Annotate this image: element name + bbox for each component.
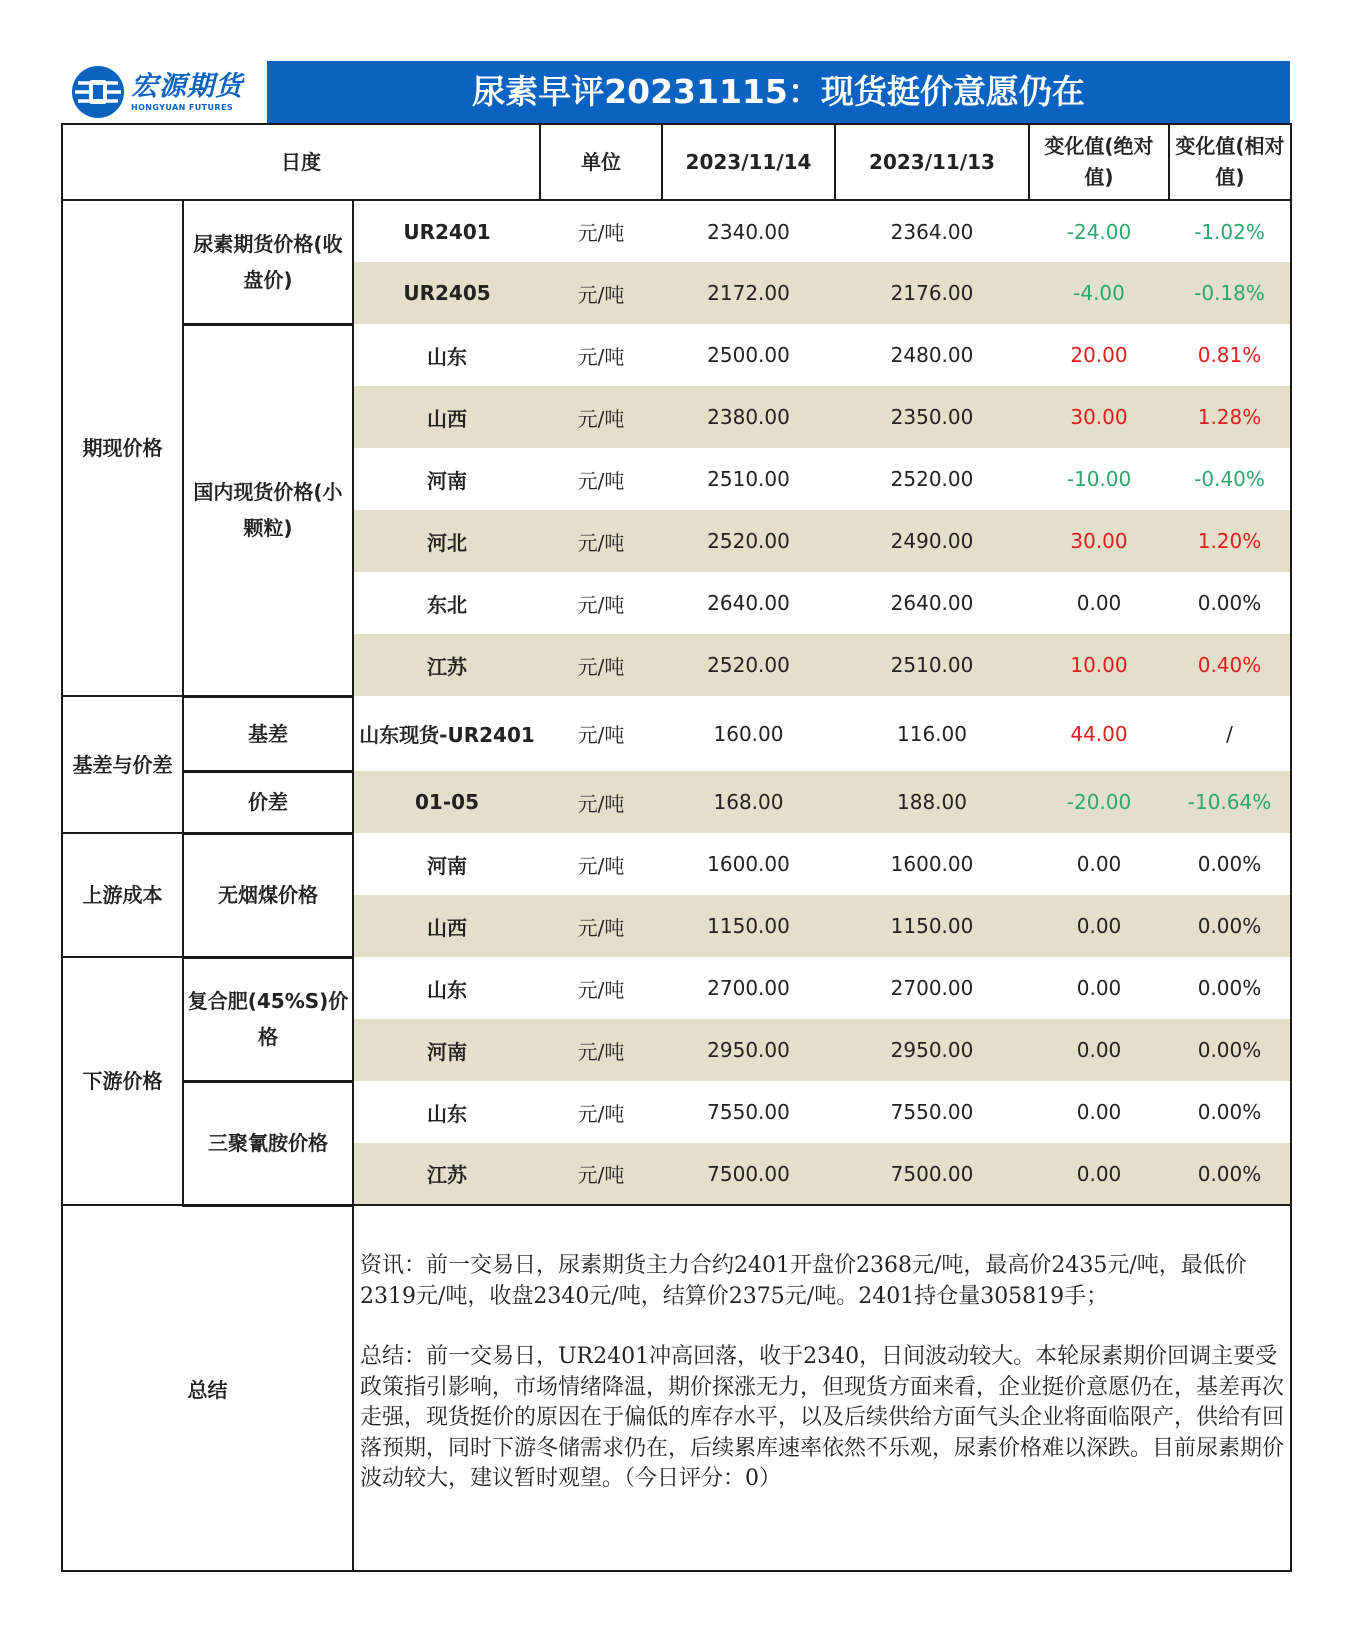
row-abs-change: 30.00 — [1029, 510, 1169, 572]
row-unit: 元/吨 — [540, 1081, 662, 1143]
row-rel-change: -1.02% — [1169, 200, 1291, 262]
row-unit: 元/吨 — [540, 1143, 662, 1205]
row-value-date2: 2364.00 — [835, 200, 1029, 262]
row-rel-change: 0.81% — [1169, 324, 1291, 386]
row-abs-change: 20.00 — [1029, 324, 1169, 386]
subgroup-label: 尿素期货价格(收盘价) — [183, 200, 353, 324]
row-rel-change: 0.00% — [1169, 1081, 1291, 1143]
row-abs-change: 44.00 — [1029, 696, 1169, 771]
row-value-date1: 168.00 — [662, 771, 835, 833]
summary-news: 资讯：前一交易日，尿素期货主力合约2401开盘价2368元/吨，最高价2435元/吨，最低价2319元/吨，收盘2340元/吨，结算价2375元/吨。2401持仓量305819手； — [360, 1253, 1247, 1309]
report-sheet — [61, 61, 1290, 1572]
row-name: 山东 — [353, 1081, 540, 1143]
row-abs-change: 0.00 — [1029, 572, 1169, 634]
row-name: 山东 — [353, 957, 540, 1019]
summary-text — [353, 1205, 1291, 1571]
row-rel-change: -10.64% — [1169, 771, 1291, 833]
row-abs-change: 0.00 — [1029, 1143, 1169, 1205]
header-unit: 单位 — [540, 124, 662, 200]
row-name: 山西 — [353, 895, 540, 957]
row-name: 江苏 — [353, 1143, 540, 1205]
row-value-date2: 2510.00 — [835, 634, 1029, 696]
row-unit: 元/吨 — [540, 696, 662, 771]
row-name: 山东现货-UR2401 — [353, 696, 540, 771]
row-value-date2: 1600.00 — [835, 833, 1029, 895]
table-row — [62, 1081, 1291, 1143]
row-rel-change: -0.40% — [1169, 448, 1291, 510]
row-value-date1: 2520.00 — [662, 510, 835, 572]
row-unit: 元/吨 — [540, 771, 662, 833]
row-value-date2: 116.00 — [835, 696, 1029, 771]
row-name: 河南 — [353, 833, 540, 895]
row-value-date1: 2380.00 — [662, 386, 835, 448]
row-value-date1: 2510.00 — [662, 448, 835, 510]
report-title: 尿素早评20231115：现货挺价意愿仍在 — [472, 72, 1085, 111]
row-unit: 元/吨 — [540, 324, 662, 386]
row-value-date1: 2950.00 — [662, 1019, 835, 1081]
row-abs-change: 0.00 — [1029, 1081, 1169, 1143]
row-name: 河北 — [353, 510, 540, 572]
row-rel-change: 0.00% — [1169, 833, 1291, 895]
hongyuan-logo-icon — [71, 65, 125, 119]
row-value-date2: 2950.00 — [835, 1019, 1029, 1081]
subgroup-label: 基差 — [183, 696, 353, 771]
row-value-date2: 2520.00 — [835, 448, 1029, 510]
row-value-date2: 2700.00 — [835, 957, 1029, 1019]
row-value-date2: 7500.00 — [835, 1143, 1029, 1205]
row-name: UR2401 — [353, 200, 540, 262]
row-value-date1: 1150.00 — [662, 895, 835, 957]
summary-row — [62, 1205, 1291, 1571]
row-name: 山东 — [353, 324, 540, 386]
row-abs-change: 0.00 — [1029, 1019, 1169, 1081]
row-abs-change: -20.00 — [1029, 771, 1169, 833]
table-row — [62, 771, 1291, 833]
row-name: 河南 — [353, 448, 540, 510]
row-name: 01-05 — [353, 771, 540, 833]
group-label: 下游价格 — [62, 957, 183, 1205]
table-row — [62, 200, 1291, 262]
summary-spacer — [360, 1312, 1284, 1342]
row-abs-change: -24.00 — [1029, 200, 1169, 262]
summary-conclusion: 总结：前一交易日，UR2401冲高回落，收于2340，日间波动较大。本轮尿素期价回调主要受政策指引影响，市场情绪降温，期价探涨无力，但现货方面来看，企业挺价意愿仍在，基差再次走强，现货挺价的原因在于偏低的库存水平，以及后续供给方面气头企业将面临限产，供给有回落预期，同时下游冬储需求仍在，后续累库速率依然不乐观，尿素价格难以深跌。目前尿素期价波动较大，建议暂时观望。（今日评分：0） — [360, 1344, 1285, 1492]
row-rel-change: 0.00% — [1169, 572, 1291, 634]
row-abs-change: 0.00 — [1029, 957, 1169, 1019]
row-rel-change: 0.00% — [1169, 957, 1291, 1019]
subgroup-label: 三聚氰胺价格 — [183, 1081, 353, 1205]
row-name: 东北 — [353, 572, 540, 634]
row-unit: 元/吨 — [540, 386, 662, 448]
table-row — [62, 833, 1291, 895]
row-abs-change: 0.00 — [1029, 895, 1169, 957]
row-value-date2: 188.00 — [835, 771, 1029, 833]
subgroup-label: 无烟煤价格 — [183, 833, 353, 957]
row-unit: 元/吨 — [540, 1019, 662, 1081]
row-abs-change: 10.00 — [1029, 634, 1169, 696]
row-value-date1: 2640.00 — [662, 572, 835, 634]
table-row — [62, 957, 1291, 1019]
row-rel-change: -0.18% — [1169, 262, 1291, 324]
row-unit: 元/吨 — [540, 448, 662, 510]
row-value-date1: 2520.00 — [662, 634, 835, 696]
subgroup-label: 国内现货价格(小颗粒) — [183, 324, 353, 696]
subgroup-label: 价差 — [183, 771, 353, 833]
row-value-date1: 2500.00 — [662, 324, 835, 386]
row-value-date1: 2340.00 — [662, 200, 835, 262]
row-value-date1: 7500.00 — [662, 1143, 835, 1205]
row-unit: 元/吨 — [540, 510, 662, 572]
row-abs-change: 30.00 — [1029, 386, 1169, 448]
summary-label: 总结 — [62, 1205, 353, 1571]
row-name: 江苏 — [353, 634, 540, 696]
brand-name-cn: 宏源期货 — [131, 70, 243, 102]
header-period: 日度 — [62, 124, 540, 200]
row-unit: 元/吨 — [540, 634, 662, 696]
subgroup-label: 复合肥(45%S)价格 — [183, 957, 353, 1081]
group-label: 上游成本 — [62, 833, 183, 957]
row-value-date1: 160.00 — [662, 696, 835, 771]
header-date-2: 2023/11/13 — [835, 124, 1029, 200]
row-value-date2: 2490.00 — [835, 510, 1029, 572]
header-date-1: 2023/11/14 — [662, 124, 835, 200]
row-abs-change: -4.00 — [1029, 262, 1169, 324]
row-abs-change: -10.00 — [1029, 448, 1169, 510]
row-rel-change: 0.40% — [1169, 634, 1291, 696]
row-value-date2: 2350.00 — [835, 386, 1029, 448]
row-unit: 元/吨 — [540, 200, 662, 262]
row-value-date2: 1150.00 — [835, 895, 1029, 957]
row-unit: 元/吨 — [540, 572, 662, 634]
row-value-date2: 2176.00 — [835, 262, 1029, 324]
row-abs-change: 0.00 — [1029, 833, 1169, 895]
row-value-date1: 2172.00 — [662, 262, 835, 324]
row-value-date2: 2480.00 — [835, 324, 1029, 386]
row-name: 山西 — [353, 386, 540, 448]
row-name: UR2405 — [353, 262, 540, 324]
group-label: 期现价格 — [62, 200, 183, 696]
price-table — [61, 123, 1292, 1572]
header-rel-change: 变化值(相对值) — [1169, 124, 1291, 200]
row-rel-change: 0.00% — [1169, 1143, 1291, 1205]
row-unit: 元/吨 — [540, 833, 662, 895]
header-abs-change: 变化值(绝对值) — [1029, 124, 1169, 200]
row-rel-change: 1.28% — [1169, 386, 1291, 448]
row-rel-change: 1.20% — [1169, 510, 1291, 572]
brand-name-en: HONGYUAN FUTURES — [131, 102, 233, 112]
row-value-date1: 1600.00 — [662, 833, 835, 895]
row-value-date1: 7550.00 — [662, 1081, 835, 1143]
table-header-row — [62, 124, 1291, 200]
row-unit: 元/吨 — [540, 895, 662, 957]
row-rel-change: 0.00% — [1169, 1019, 1291, 1081]
row-unit: 元/吨 — [540, 957, 662, 1019]
table-row — [62, 696, 1291, 771]
row-value-date2: 2640.00 — [835, 572, 1029, 634]
row-name: 河南 — [353, 1019, 540, 1081]
row-value-date1: 2700.00 — [662, 957, 835, 1019]
row-unit: 元/吨 — [540, 262, 662, 324]
table-row — [62, 324, 1291, 386]
row-value-date2: 7550.00 — [835, 1081, 1029, 1143]
brand-logo — [61, 61, 267, 123]
row-rel-change: / — [1169, 696, 1291, 771]
report-header — [61, 61, 1290, 123]
group-label: 基差与价差 — [62, 696, 183, 833]
row-rel-change: 0.00% — [1169, 895, 1291, 957]
